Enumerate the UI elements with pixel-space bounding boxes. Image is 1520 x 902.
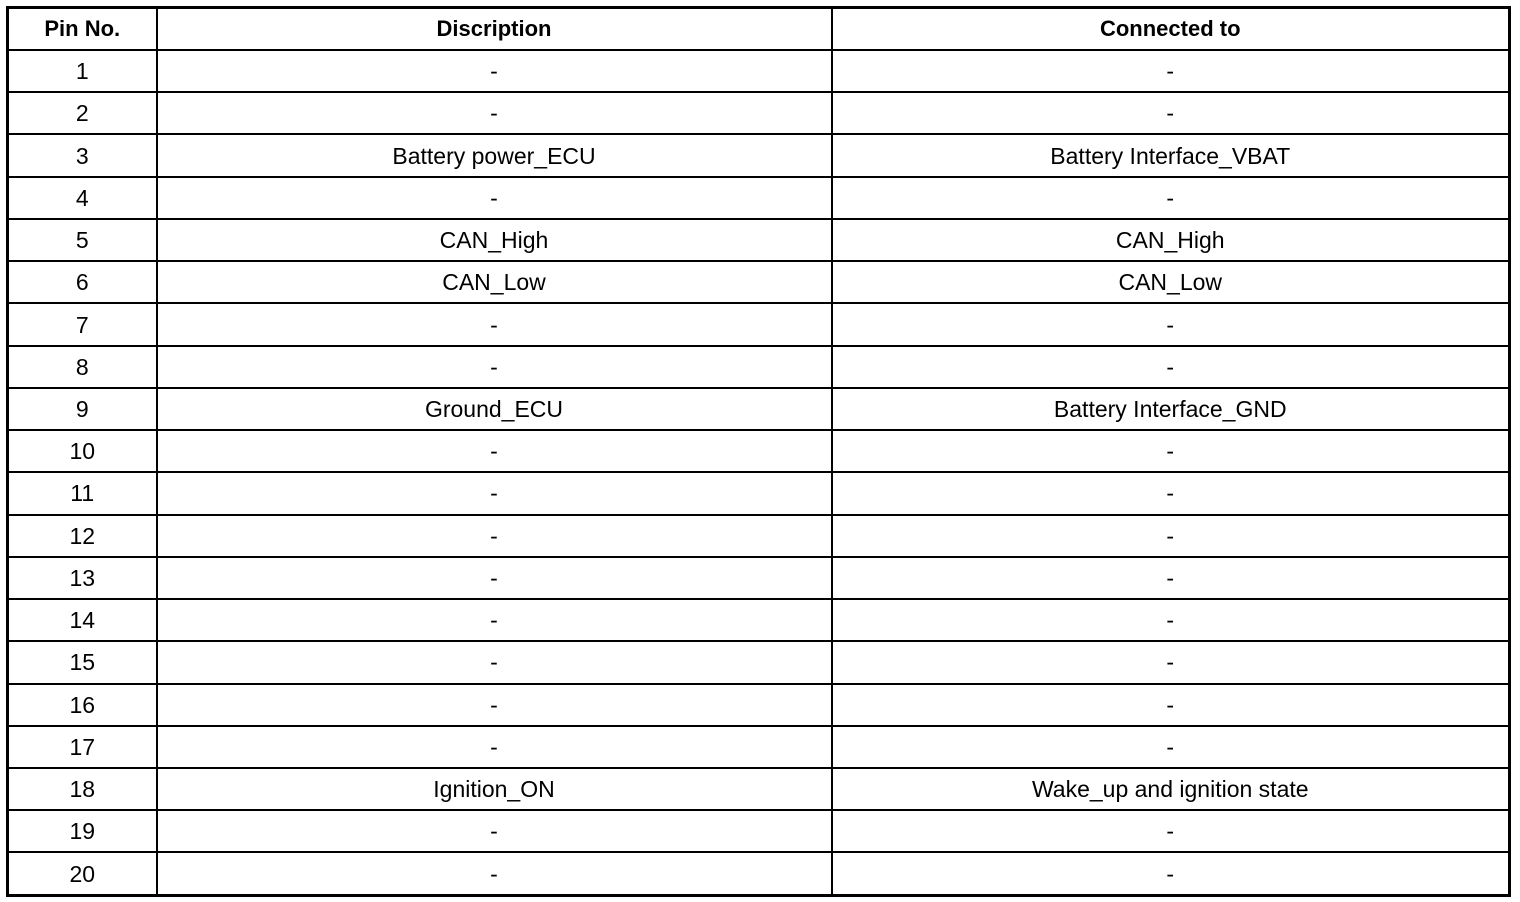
- pin-number: 1: [8, 50, 157, 92]
- pin-number: 4: [8, 177, 157, 219]
- pin-number: 3: [8, 134, 157, 176]
- pin-number: 7: [8, 303, 157, 345]
- pin-description: -: [157, 177, 832, 219]
- table-body: [8, 50, 1510, 896]
- pin-connection: Wake_up and ignition state: [832, 768, 1510, 810]
- pin-description: -: [157, 557, 832, 599]
- pin-description: CAN_Low: [157, 261, 832, 303]
- pin-connection: Battery Interface_VBAT: [832, 134, 1510, 176]
- pin-connection: -: [832, 726, 1510, 768]
- pin-description: -: [157, 50, 832, 92]
- pin-connection: CAN_Low: [832, 261, 1510, 303]
- header-pin-no: Pin No.: [8, 8, 157, 51]
- table-row: [8, 515, 1510, 557]
- pin-number: 9: [8, 388, 157, 430]
- table-row: [8, 261, 1510, 303]
- pin-number: 18: [8, 768, 157, 810]
- table-row: [8, 684, 1510, 726]
- table-row: [8, 810, 1510, 852]
- pin-table: [6, 6, 1511, 897]
- pin-description: CAN_High: [157, 219, 832, 261]
- pin-number: 6: [8, 261, 157, 303]
- pin-connection: -: [832, 852, 1510, 895]
- table-row: [8, 346, 1510, 388]
- pin-description: -: [157, 599, 832, 641]
- table-row: [8, 557, 1510, 599]
- pin-number: 13: [8, 557, 157, 599]
- pin-connection: -: [832, 515, 1510, 557]
- pin-connection: -: [832, 92, 1510, 134]
- pin-number: 5: [8, 219, 157, 261]
- pin-number: 10: [8, 430, 157, 472]
- pin-description: -: [157, 430, 832, 472]
- pin-connection: Battery Interface_GND: [832, 388, 1510, 430]
- pin-number: 19: [8, 810, 157, 852]
- pin-table-container: [6, 6, 1508, 897]
- table-row: [8, 430, 1510, 472]
- table-row: [8, 177, 1510, 219]
- pin-number: 17: [8, 726, 157, 768]
- pin-connection: -: [832, 599, 1510, 641]
- pin-connection: -: [832, 472, 1510, 514]
- pin-connection: -: [832, 177, 1510, 219]
- pin-connection: CAN_High: [832, 219, 1510, 261]
- pin-connection: -: [832, 430, 1510, 472]
- pin-description: -: [157, 472, 832, 514]
- pin-connection: -: [832, 303, 1510, 345]
- table-header-row: [8, 8, 1510, 51]
- header-connected-to: Connected to: [832, 8, 1510, 51]
- pin-description: -: [157, 684, 832, 726]
- table-row: [8, 472, 1510, 514]
- pin-number: 14: [8, 599, 157, 641]
- pin-connection: -: [832, 346, 1510, 388]
- pin-description: -: [157, 92, 832, 134]
- table-row: [8, 92, 1510, 134]
- pin-description: -: [157, 641, 832, 683]
- table-row: [8, 388, 1510, 430]
- pin-description: -: [157, 810, 832, 852]
- table-row: [8, 852, 1510, 895]
- table-row: [8, 134, 1510, 176]
- pin-connection: -: [832, 557, 1510, 599]
- pin-connection: -: [832, 684, 1510, 726]
- table-row: [8, 599, 1510, 641]
- pin-description: -: [157, 515, 832, 557]
- pin-number: 20: [8, 852, 157, 895]
- table-row: [8, 768, 1510, 810]
- pin-description: -: [157, 303, 832, 345]
- table-row: [8, 641, 1510, 683]
- pin-connection: -: [832, 50, 1510, 92]
- pin-number: 16: [8, 684, 157, 726]
- table-row: [8, 50, 1510, 92]
- table-row: [8, 726, 1510, 768]
- table-row: [8, 303, 1510, 345]
- header-description: Discription: [157, 8, 832, 51]
- pin-description: Battery power_ECU: [157, 134, 832, 176]
- pin-connection: -: [832, 810, 1510, 852]
- pin-connection: -: [832, 641, 1510, 683]
- pin-number: 11: [8, 472, 157, 514]
- pin-description: -: [157, 726, 832, 768]
- pin-description: Ignition_ON: [157, 768, 832, 810]
- pin-number: 15: [8, 641, 157, 683]
- pin-description: -: [157, 346, 832, 388]
- pin-number: 8: [8, 346, 157, 388]
- pin-description: -: [157, 852, 832, 895]
- table-row: [8, 219, 1510, 261]
- pin-description: Ground_ECU: [157, 388, 832, 430]
- pin-number: 2: [8, 92, 157, 134]
- pin-number: 12: [8, 515, 157, 557]
